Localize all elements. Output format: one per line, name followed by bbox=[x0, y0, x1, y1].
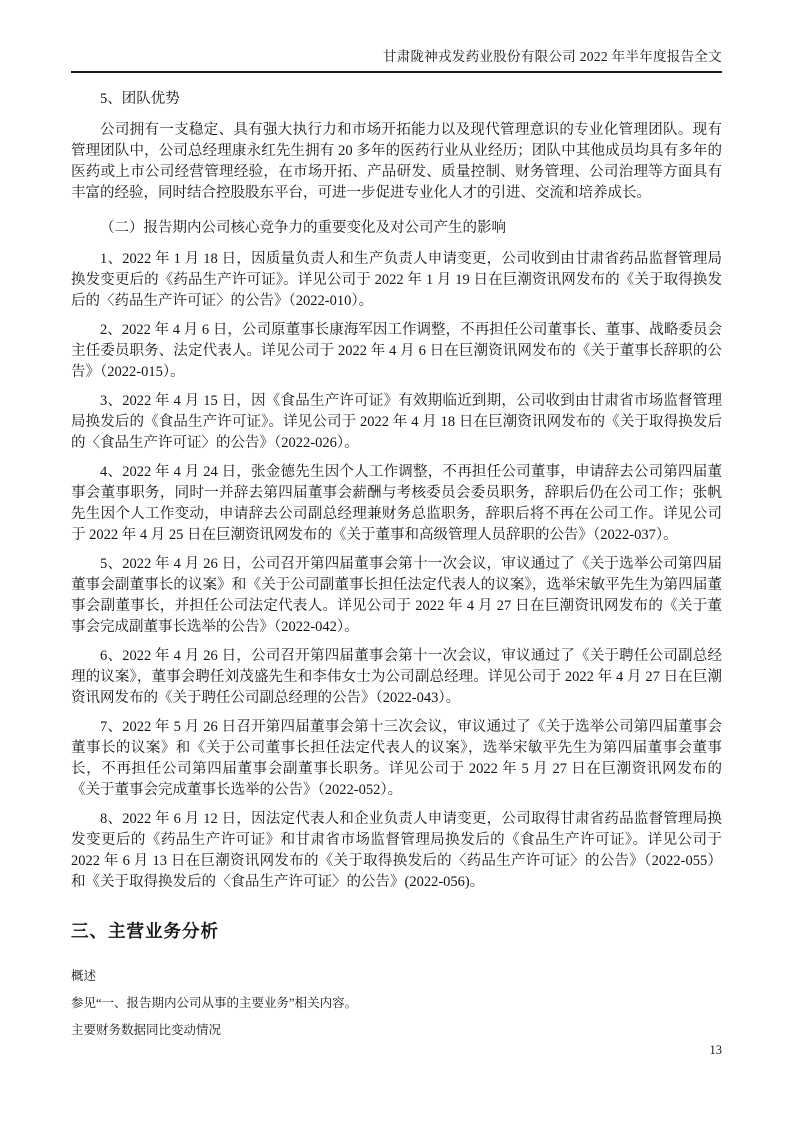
change-item-2: 2、2022 年 4 月 6 日，公司原董事长康海军因工作调整，不再担任公司董事长、董事、战略委员会主任委员职务、法定代表人。详见公司于 2022 年 4 月 6 日在巨潮资讯网发布的《关于董事长辞职的公告》（2022-015）。 bbox=[71, 322, 722, 380]
report-header-title: 甘肃陇神戎发药业股份有限公司 2022 年半年度报告全文 bbox=[382, 49, 722, 64]
page-header bbox=[71, 48, 722, 73]
change-item-4: 4、2022 年 4 月 24 日，张金德先生因个人工作调整，不再担任公司董事，申请辞去公司第四届董事会董事职务，同时一并辞去第四届董事会薪酬与考核委员会委员职务，辞职后仍在公司工作；张帆先生因个人工作变动，申请辞去公司副总经理兼财务总监职务，辞职后将不再在公司工作。详见公司于 2022 年 4 月 25 日在巨潮资讯网发布的《关于董事和高级管理人员辞职的公告》（2022-037）。 bbox=[71, 464, 722, 543]
change-item-1: 1、2022 年 1 月 18 日，因质量负责人和生产负责人申请变更，公司收到由甘肃省药品监督管理局换发变更后的《药品生产许可证》。详见公司于 2022 年 1 月 19 日在巨潮资讯网发布的《关于取得换发后的〈药品生产许可证〉的公告》（2022-010）。 bbox=[71, 251, 722, 309]
page-number: 13 bbox=[709, 1043, 722, 1057]
section-2-core-competitiveness-heading: （二）报告期内公司核心竞争力的重要变化及对公司产生的影响 bbox=[100, 220, 506, 236]
section-5-team-advantage-heading: 5、团队优势 bbox=[100, 91, 180, 107]
change-item-7: 7、2022 年 5 月 26 日召开第四届董事会第十三次会议，审议通过了《关于选举公司第四届董事会董事长的议案》和《关于公司董事长担任法定代表人的议案》，选举宋敏平先生为第四届董事会董事长，不再担任公司第四届董事会副董事长职务。详见公司于 2022 年 5 月 27 日在巨潮资讯网发布的《关于董事会完成董事长选举的公告》（2022-052）。 bbox=[71, 719, 722, 798]
change-item-5: 5、2022 年 4 月 26 日，公司召开第四届董事会第十一次会议，审议通过了《关于选举公司第四届董事会副董事长的议案》和《关于公司副董事长担任法定代表人的议案》，选举宋敏平先生为第四届董事会副董事长，并担任公司法定代表人。详见公司于 2022 年 4 月 27 日在巨潮资讯网发布的《关于董事会完成副董事长选举的公告》（2022-042）。 bbox=[71, 556, 722, 635]
financial-data-change-label: 主要财务数据同比变动情况 bbox=[71, 1023, 222, 1037]
change-item-3: 3、2022 年 4 月 15 日，因《食品生产许可证》有效期临近到期，公司收到由甘肃省市场监督管理局换发后的《食品生产许可证》。详见公司于 2022 年 4 月 18 日在巨潮资讯网发布的《关于取得换发后的〈食品生产许可证〉的公告》（2022-026）。 bbox=[71, 393, 722, 451]
section-3-main-business-heading: 三、主营业务分析 bbox=[71, 921, 219, 941]
report-content bbox=[71, 89, 722, 1038]
overview-label: 概述 bbox=[71, 969, 97, 983]
change-item-8: 8、2022 年 6 月 12 日，因法定代表人和企业负责人申请变更，公司取得甘肃省药品监督管理局换发变更后的《药品生产许可证》和甘肃省市场监督管理局换发后的《食品生产许可证》。详见公司于 2022 年 6 月 13 日在巨潮资讯网发布的《关于取得换发后的〈药品生产许可证〉的公告》（2022-055）和《关于取得换发后的〈食品生产许可证〉的公告》(2022-056)。 bbox=[71, 811, 722, 890]
team-advantage-paragraph: 公司拥有一支稳定、具有强大执行力和市场开拓能力以及现代管理意识的专业化管理团队。现有管理团队中，公司总经理康永红先生拥有 20 多年的医药行业从业经历；团队中其他成员均具有多年的医药或上市公司经营管理经验，在市场开拓、产品研发、质量控制、财务管理、公司治理等方面具有丰富的经验，同时结合控股股东平台，可进一步促进专业化人才的引进、交流和培养成长。 bbox=[71, 122, 722, 201]
change-item-6: 6、2022 年 4 月 26 日，公司召开第四届董事会第十一次会议，审议通过了《关于聘任公司副总经理的议案》，董事会聘任刘茂盛先生和李伟女士为公司副总经理。详见公司于 2022 年 4 月 27 日在巨潮资讯网发布的《关于聘任公司副总经理的公告》（2022-043）。 bbox=[71, 648, 722, 706]
overview-reference-line: 参见“一、报告期内公司从事的主要业务”相关内容。 bbox=[71, 996, 358, 1010]
